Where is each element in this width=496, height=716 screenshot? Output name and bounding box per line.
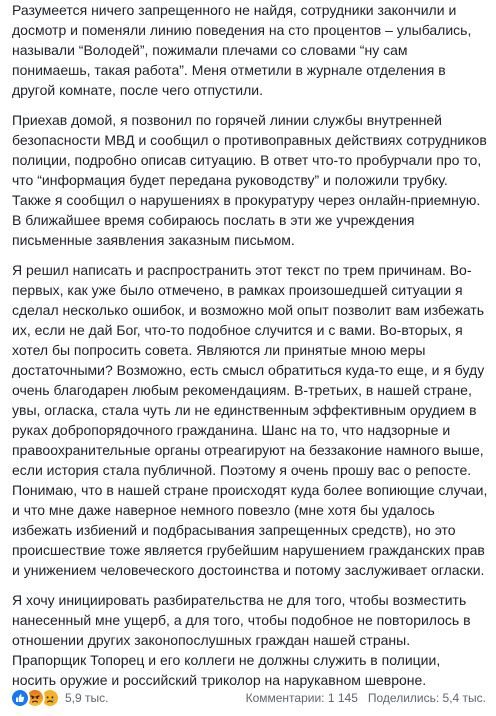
reaction-count[interactable]: 5,9 тыс. (65, 691, 109, 705)
comments-count-link[interactable]: Комментарии: 1 145 (245, 691, 358, 705)
post-paragraph: Разумеется ничего запрещенного не найдя, сотрудники закончили и досмотр и поменяли линию поведения на сто процентов – улыбались, называли “Володей”, пожимали плечами со словами “ну сам понимаешь, такая работа”. Меня отметили в журнале отделения в другой комнате, после чего отпустили. (12, 2, 472, 98)
post-paragraph: Приехав домой, я позвонил по горячей линии службы внутренней безопасности МВД и сообщил о противоправных действиях сотрудников полиции, подробно описав ситуацию. В ответ что-то пробурчали про то, что “информация будет передана руководству” и положили трубку. Также я сообщил о нарушениях в прокуратуру через онлайн-приемную. В ближайшее время собираюсь послать в эти же учреждения письменные заявления заказным письмом. (12, 112, 487, 248)
reactions-summary[interactable] (10, 688, 108, 708)
post-footer (0, 680, 496, 716)
like-reaction-icon[interactable] (10, 688, 30, 708)
post-body (12, 0, 488, 700)
shares-count-link[interactable]: Поделились: 5,4 тыс. (367, 691, 486, 705)
post-paragraph: Я хочу инициировать разбирательства не для того, чтобы возместить нанесенный мне ущерб, а для того, чтобы подобное не повторилось в отношении других законопослушных граждан нашей страны. Прапорщик Топорец и его коллеги не должны служить в полиции, носить оружие и российский триколор на нарукавном шевроне. (12, 592, 471, 688)
post-paragraph: Я решил написать и распространить этот текст по трем причинам. Во-первых, как уже было отмечено, в рамках произошедшей ситуации я сделал несколько ошибок, и возможно мой опыт позволит вам избежать их, если не дай Бог, что-то подобное случится и с вами. Во-вторых, я хотел бы попросить совета. Являются ли принятые мною меры достаточными? Возможно, есть смысл обратиться куда-то еще, и я буду очень благодарен любым рекомендациям. В-третьих, в нашей стране, увы, огласка, стала чуть ли не единственным эффективным орудием в руках добропорядочного гражданина. Шанс на то, что надзорные и правоохранительные органы отреагируют на беззаконие намного выше, если история стала публичной. Поэтому я очень прошу вас о репосте. Понимаю, что в нашей стране происходят куда более вопиющие случаи, и что мне даже наверное немного повезло (мне хотя бы удалось избежать избиений и подбрасывания запрещенных средств), но это происшествие тоже является грубейшим нарушением гражданских прав и унижением человеческого достоинства и потому заслуживает огласки. (12, 262, 488, 578)
